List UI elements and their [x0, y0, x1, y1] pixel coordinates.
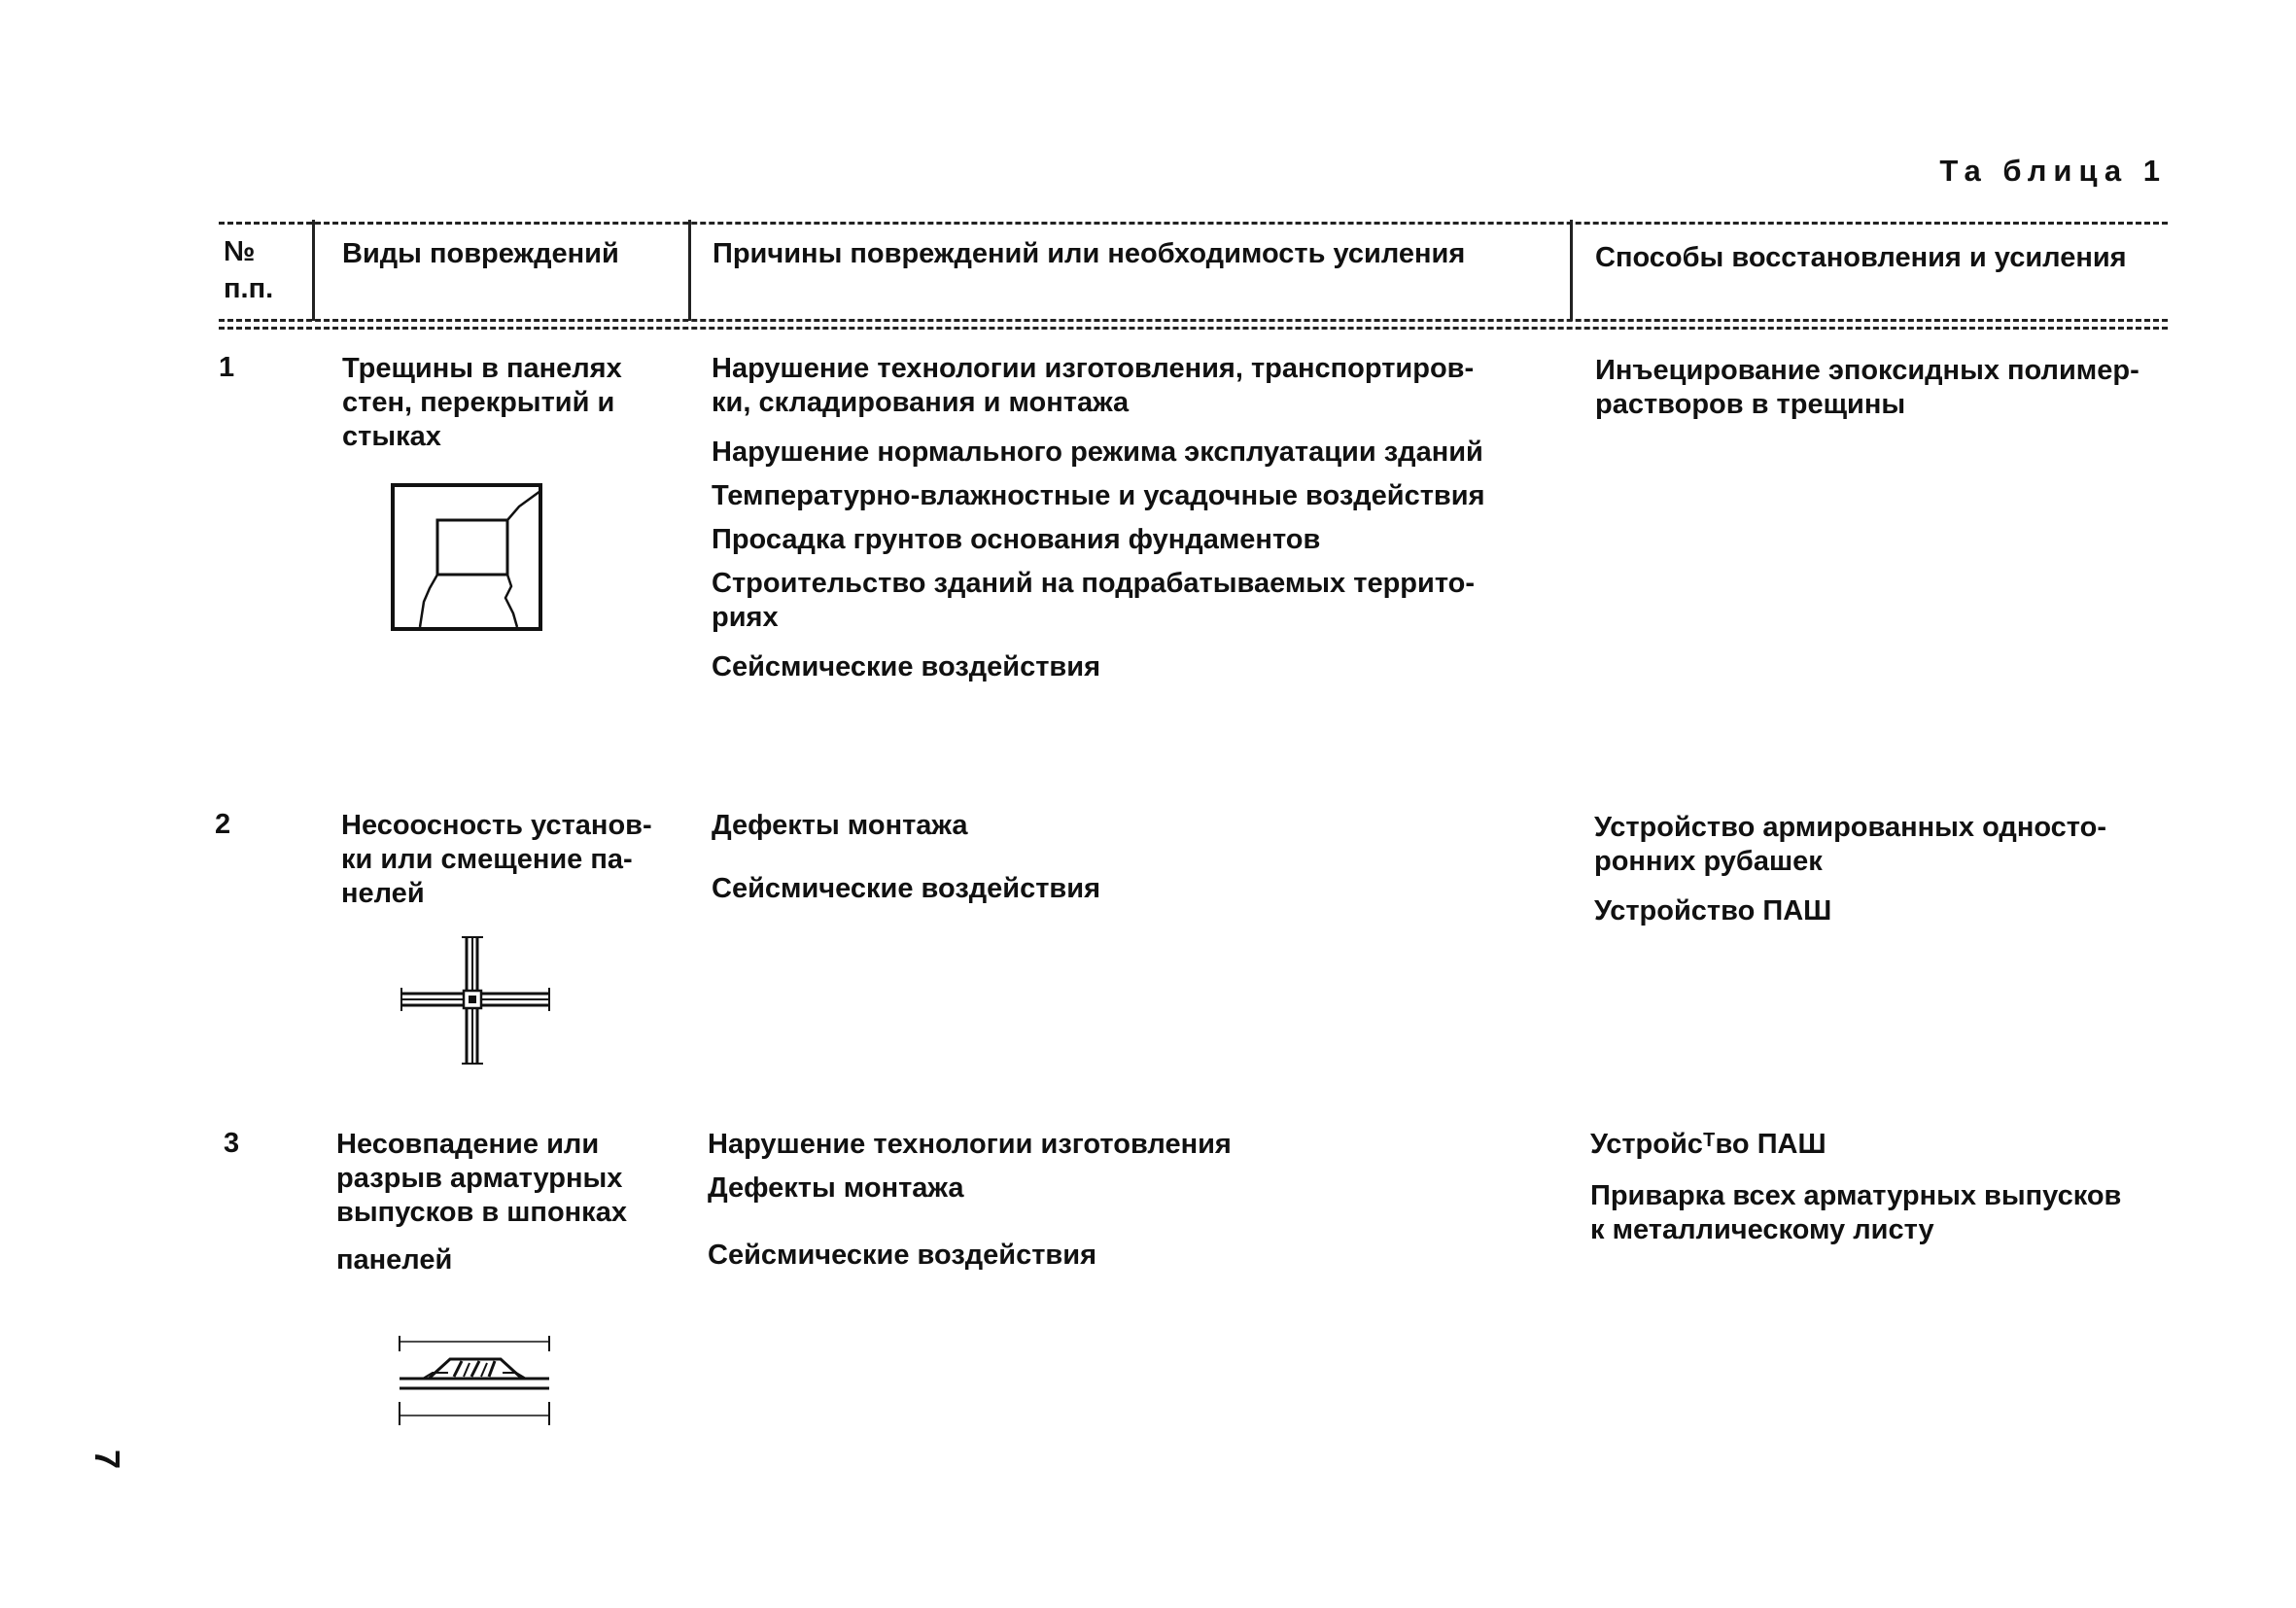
row-1-causes: [712, 352, 1567, 700]
cause-item: [708, 1128, 1563, 1162]
cause-item: [712, 650, 1567, 684]
cause-line: ки, складирования и монтажа: [712, 387, 1130, 418]
row-3-damage-line: выпусков в шпонках: [336, 1197, 627, 1228]
cause-line: риях: [712, 602, 779, 633]
cause-line: Нарушение технологии изготовления: [708, 1129, 1232, 1160]
row-3-damage: [336, 1128, 686, 1277]
table-caption: Та блица 1: [1939, 154, 2167, 188]
row-1-damage-line: Трещины в панелях: [342, 353, 622, 384]
panel-joint-cross-drawing: [394, 933, 559, 1069]
column-divider-2: [688, 220, 691, 321]
cause-line: Температурно-влажностные и усадочные воздействия: [712, 480, 1485, 511]
column-divider-1: [312, 220, 315, 321]
method-item: [1590, 1179, 2174, 1247]
cause-line: Сейсмические воздействия: [712, 651, 1101, 682]
method-line: Устройство армированных односто-: [1594, 812, 2106, 843]
cause-line: Сейсмические воздействия: [712, 873, 1101, 904]
header-damage-types: Виды повреждений: [342, 238, 619, 269]
method-line: Приварка всех арматурных выпусков: [1590, 1180, 2122, 1211]
method-line: к металлическому листу: [1590, 1214, 1934, 1245]
row-3-damage-line: Несовпадение или: [336, 1129, 600, 1160]
row-1-number: 1: [219, 352, 235, 383]
header-number: [224, 233, 273, 307]
method-line: Устройство ПАШ: [1594, 895, 1832, 926]
row-2-causes: [712, 809, 1567, 922]
row-2-damage-line: нелей: [341, 878, 425, 909]
method-item: [1595, 354, 2178, 422]
row-2-damage-line: Несоосность установ-: [341, 810, 652, 841]
cause-line: Строительство зданий на подрабатываемых террито-: [712, 568, 1476, 599]
header-number-symbol: №: [224, 236, 256, 267]
page-number: 7: [87, 1449, 128, 1470]
cause-line: Нарушение нормального режима эксплуатации зданий: [712, 437, 1483, 468]
header-top-rule: [219, 222, 2168, 225]
row-2-methods: [1594, 811, 2177, 944]
cause-item: [712, 479, 1567, 513]
row-3-number: 3: [224, 1128, 240, 1159]
cause-item: [708, 1239, 1563, 1273]
cause-item: [712, 567, 1567, 635]
row-3-damage-line: разрыв арматурных: [336, 1163, 623, 1194]
cause-line: Дефекты монтажа: [712, 810, 968, 841]
header-methods: Способы восстановления и усиления: [1595, 242, 2127, 273]
cause-item: [712, 523, 1567, 557]
cause-item: [712, 872, 1567, 906]
row-3-damage-line: панелей: [336, 1244, 453, 1276]
row-3-methods: [1590, 1128, 2174, 1263]
method-line: ронних рубашек: [1594, 846, 1823, 877]
cause-line: Нарушение технологии изготовления, транспортиров-: [712, 353, 1475, 384]
cause-item: [712, 352, 1567, 420]
row-2-damage: [341, 809, 681, 911]
header-number-abbr: п.п.: [224, 273, 274, 304]
method-line: Устройсᵀво ПАШ: [1590, 1129, 1826, 1160]
row-3-causes: [708, 1128, 1563, 1288]
cause-line: Просадка грунтов основания фундаментов: [712, 524, 1321, 555]
cracked-panel-drawing: [389, 481, 549, 637]
header-bottom-rule-2: [219, 327, 2168, 330]
row-1-damage-line: стен, перекрытий и: [342, 387, 615, 418]
method-item: [1594, 894, 2177, 928]
row-2-damage-line: ки или смещение па-: [341, 844, 633, 875]
row-2-number: 2: [215, 809, 231, 840]
rebar-key-joint-drawing: [394, 1330, 559, 1432]
method-item: [1594, 811, 2177, 879]
cause-item: [712, 809, 1567, 843]
cause-item: [708, 1171, 1563, 1206]
method-line: Инъецирование эпоксидных полимер-: [1595, 355, 2139, 386]
cause-item: [712, 436, 1567, 470]
row-1-methods: [1595, 354, 2178, 437]
header-causes: Причины повреждений или необходимость усиления: [713, 238, 1466, 269]
header-bottom-rule: [219, 319, 2168, 322]
column-divider-3: [1570, 220, 1573, 321]
row-1-damage: [342, 352, 673, 454]
cause-line: Дефекты монтажа: [708, 1172, 964, 1204]
method-line: растворов в трещины: [1595, 389, 1906, 420]
method-item: [1590, 1128, 2174, 1162]
cause-line: Сейсмические воздействия: [708, 1240, 1097, 1271]
row-1-damage-line: стыках: [342, 421, 441, 452]
